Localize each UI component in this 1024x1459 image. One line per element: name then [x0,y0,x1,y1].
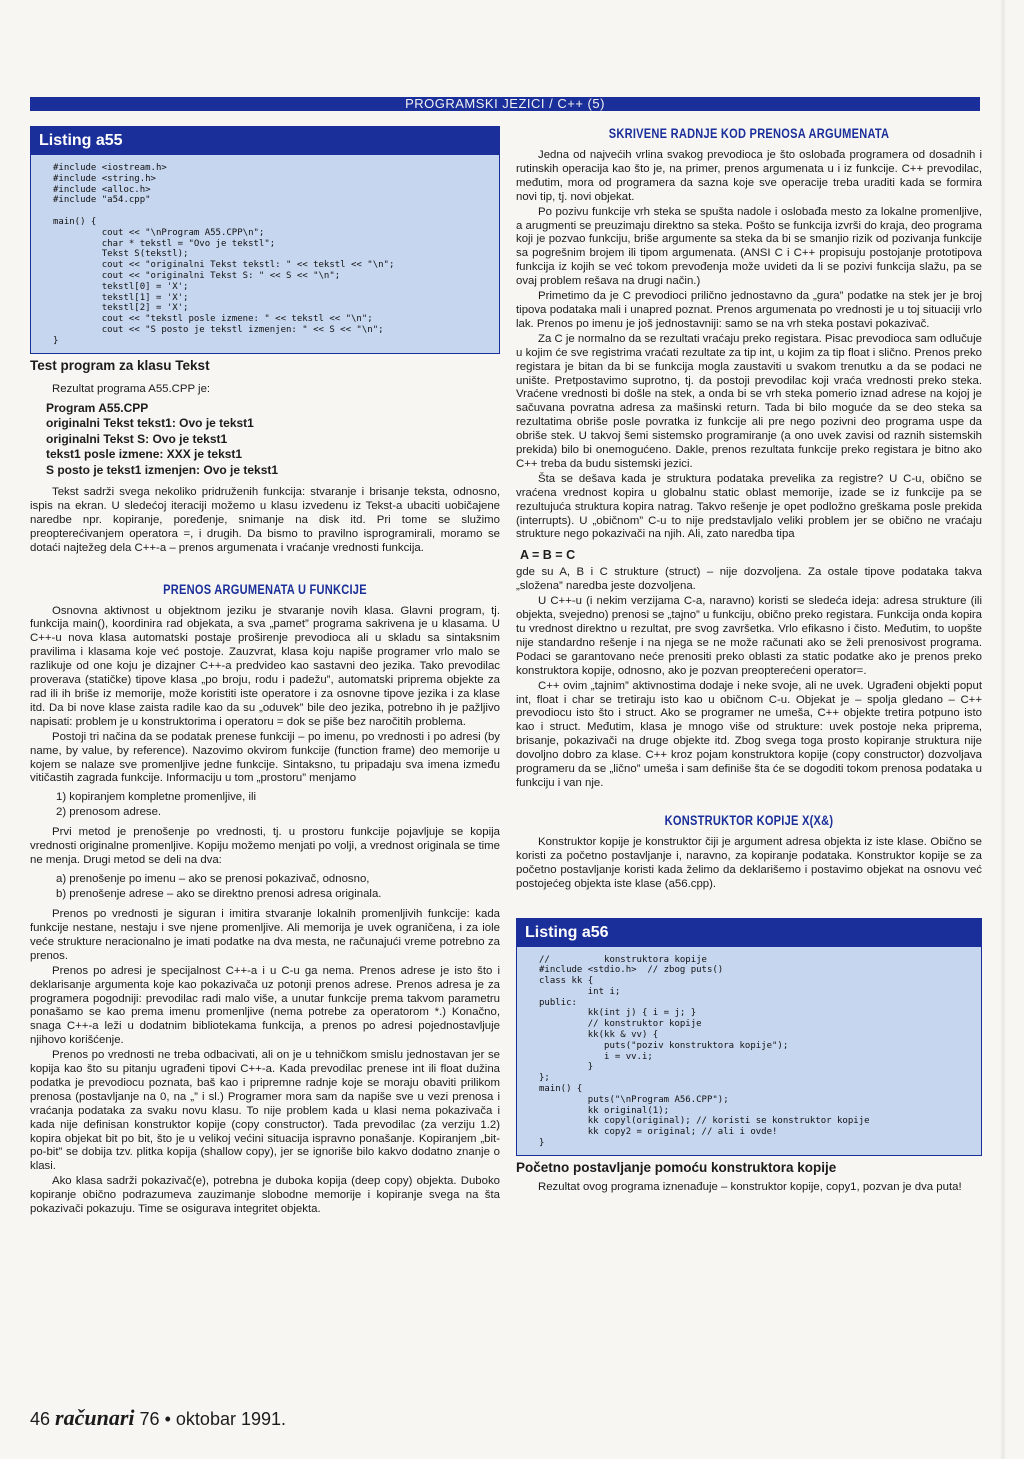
page-footer [30,1405,286,1431]
right-column [516,126,982,1196]
issue-number: 76 [139,1409,160,1429]
section-heading: KONSTRUKTOR KOPIJE X(X&) [664,812,834,828]
list-item: b) prenošenje adrese – ako se direktno prenosi adresa originala. [56,888,382,901]
listing-title: Listing a56 [517,919,981,947]
body-paragraph: Prenos po adresi je specijalnost C++-a i u C-u ga nema. Prenos adrese je isto što i deklarisanje argumenta koje kao pokazivača uz potonji prenos adrese. Prenos adresa je za programera pogodniji: prevodilac radi malo više, a unutar funkcije prema takvom parametru ponašamo se kao prema imenu promenljive (nema potrebe za operatorom *.) Konačno, snaga C++-a leži u dodatnim bibliotekama funkcija, a prenos po adresi pojednostavljuje njihovo korišćenje. [30,964,500,1047]
body-paragraph: Postoji tri načina da se podatak prenese funkciji – po imenu, po vrednosti i po adresi (by name, by value, by reference). Nazovimo okvirom funkcije (function frame) deo memorije u kojem se nalaze sve promenljive jedne funkcije. Sintaksno, tu pripadaju sva imena između vitičastih zagrada funkcije. Informaciju u tom „prostoru” menjamo [30,730,500,785]
listing-title: Listing a55 [31,127,499,155]
issue-date: oktobar 1991. [175,1409,287,1429]
result-line: originalni Tekst tekst1: Ovo je tekst1 [46,416,254,431]
result-line: S posto je tekst1 izmenjen: Ovo je tekst1 [46,462,279,477]
method-list [56,790,500,820]
section-heading: SKRIVENE RADNJE KOD PRENOSA ARGUMENATA [608,126,890,141]
body-paragraph: Prvi metod je prenošenje po vrednosti, tj. u prostoru funkcije pojavljuje se kopija vrednosti originalne promenljive. Kopiju možemo menjati po volji, a vrednost originala se time ne menja. Drugi metod se deli na dva: [30,826,500,867]
result-line: Program A55.CPP [46,400,149,415]
body-paragraph: Prenos po vrednosti ne treba odbacivati, ali on je u tehničkom smislu jednostavan jer se kopija kao što su pitanju ugrađeni tipovi C++-a. Kada prevodilac prenese int ili float dužina podatka je prevodiocu poznata, baš kao i pripremne radnje koje se moraju obaviti prilikom prenosa (postavljanje na 0, na „” i sl.) Programer mora sam da napiše sve u vezi prenosa i vraćanja podataka za svaku novu klasu. To nije problem kada u klasi nema pokazivača i kada nije definisan konstruktor kopije (copy constructor). Tada prevodilac (za verziju 1.2) kopira objekat bit po bit, što je u velikoj većini situacija ispravno ponašanje. Kopiranjem „bit-po-bit” se dobija tzv. plitka kopija (shallow copy), jer se ignoriše bilo kakvo dodatno znanje o klasi. [30,1049,500,1173]
list-item: 2) prenosom adrese. [56,806,162,819]
list-item: a) prenošenje po imenu – ako se prenosi pokazivač, odnosno, [56,873,370,886]
formula: A = B = C [520,548,576,563]
page-edge-shadow [1000,0,1006,1459]
body-paragraph: U C++-u (i nekim verzijama C-a, naravno) koristi se sledeća ideja: adresa strukture (ili objekta, svejedno) prenosi se „tajno” u funkciju, obično preko registara. Funkcija onda kopira tu vrednost direktno u rezultat, pre svog završetka. Vrlo efikasno i čisto. Međutim, to uopšte nije standardno rešenje i na njega se ne može računati ako se želi prenosivost programa. Podaci se garantovano neće prenositi preko oblasti za static podatke ako je prenos preko konstruktora kopije, odnosno, ako je pozvan preopterećeni operator=. [516,595,982,677]
list-item: 1) kopiranjem kompletne promenljive, ili [56,791,257,804]
result-line: originalni Tekst S: Ovo je tekst1 [46,431,228,446]
body-paragraph: Prenos po vrednosti je siguran i imitira stvaranje lokalnih promenljivih funkcije: kada funkcije nestane, nestaju i sve njene promenljive. Ali memorija je uvek ograničena, i za iole veće strukture neracionalno je imati podatke na dva mesta, ne računajući vreme potrebno za prenos. [30,908,500,962]
method-list [56,872,500,902]
body-paragraph: Po pozivu funkcije vrh steka se spušta nadole i oslobađa mesto za lokalne promenljive, a arugmenti se preuzimaju direktno sa steka. Pošto se funkcija izvrši do kraja, deo programa koji je pozvao funkciju, briše argumente sa steka da bi se smanjio rizik od pozivanja funkcije sa pogrešnim brojem ili tipom argumenata. (ANSI C i C++ propisuju postojanje prototipova funkcija iz kojih se već tokom prevođenja može uvideti da li se pozivi funkcija slažu, pa se ovaj problem rešava na drugi način.) [516,205,982,288]
body-paragraph: Konstruktor kopije je konstruktor čiji je argument adresa objekta iz iste klase. Obično se koristi za početno postavljanje i, naravno, za kopiranje podataka. Konstruktor kopije se za početno postavljanje koristi kada želimo da deklarišemo i postavimo objekat na osnovu već postojećeg objekta iste klase (a56.cpp). [516,835,982,890]
body-paragraph: Rezultat ovog programa iznenađuje – konstruktor kopije, copy1, pozvan je dva puta! [538,1180,962,1193]
body-paragraph: Jedna od najvećih vrlina svakog prevodioca je što oslobađa programera od dosadnih i rutinskih operacija kao što je, na primer, prenos argumenata u i iz funkcije. C++ prevodilac, međutim, mora od programera da sazna koje sve operacije treba uraditi kada se formira novi tip, tj. novi objekat. [516,149,982,203]
footer-bullet: • [164,1409,171,1429]
body-paragraph: Ako klasa sadrži pokazivač(e), potrebna je duboka kopija (deep copy) objekta. Duboko kopiranje obično podrazumeva zauzimanje slobodne memorije i kopiranje svega na šta pokazivači pokazuju. Time se osigurava integritet objekta. [30,1175,500,1216]
body-paragraph: Primetimo da je C prevodioci prilično jednostavno da „gura” podatke na stek jer je broj tipova podataka mali i unapred poznat. Prenos argumenata po vrednosti je u toj situaciji vrlo lak. Prenos po imenu je još jednostavniji: samo se na vrh steka postavi pokazivač. [516,290,982,330]
body-paragraph: Tekst sadrži svega nekoliko pridruženih funkcija: stvaranje i brisanje teksta, odnosno, ispis na ekran. U sledećoj iteraciji možemo u klasu izvedenu iz Tekst-a ubaciti uobičajene naredbe npr. kopiranje, poređenje, snimanje na disk itd. Pri tome se služimo preopterećivanjem operatora =, i drugih. Da bismo to pravilno isprogramirali, moramo se dotaći najtežeg dela C++-a – prenos argumenata i vraćanje vrednosti funkcija. [30,486,500,554]
result-output [46,401,500,479]
result-intro: Rezultat programa A55.CPP je: [52,382,211,395]
section-header-title: PROGRAMSKI JEZICI / C++ (5) [405,96,605,111]
body-paragraph: Za C je normalno da se rezultati vraćaju preko registara. Pisac prevodioca sam odlučuje u kojim će sve registrima vraćati rezultate za tip int, u kojim za tip float i slično. Prenos preko registara je bitan da bi se funkcija mogla zaustaviti u svakom trenutku a da se podaci ne unište. Pretpostavimo suprotno, tj. da postoji prevodilac koji vraća vrednosti preko steka. Vraćene vrednosti bi došle na stek, a onda bi se vrh steka pomerio iznad adrese na kojoj je sačuvana povratna adresa za mašinski return. Tada bi bilo moguće da se deo steka sa rezultatima obriše posle povratka iz funkcije ali pre nego pozivni deo programa uspe da obriše stek. U takvoj šemi sistemsko programiranje (a ono uvek zavisi od raznih sistemskih prekida) bilo bi onemogućeno. Dakle, prenos rezultata funkcije preko registara je bitno ako C++ treba da budu sistemski jezici. [516,332,982,470]
section-header-bar [30,97,980,111]
body-paragraph: C++ ovim „tajnim” aktivnostima dodaje i neke svoje, ali ne uvek. Ugrađeni objekti poput int, float i char se tretiraju isto kao u običnom C-u. Objekat je – spolja gledano – C++ prevodiocu isto što i struct. Ako se programer ne umeša, C++ objekte tretira potpuno isto kao i struct. Međutim, klasa je mnogo više od strukture: uvek postoje neka priprema, brisanje, pokazivači na druge objekte itd. Zbog svega toga prosto kopiranje struktura nije dovoljno dobro za klase. C++ kroz pojam konstruktora kopije (copy constructor) dozvoljava programeru da se „lično” umeša i sam definiše šta će se dogoditi tokom prenosa podataka u funkciju i van nje. [516,679,982,789]
listing-caption: Početno postavljanje pomoću konstruktora kopije [516,1159,837,1175]
result-line: tekst1 posle izmene: XXX je tekst1 [46,447,243,462]
listing-box-a56 [516,918,982,1156]
magazine-logo: računari [55,1405,135,1430]
listing-box-a55 [30,126,500,354]
body-paragraph: Osnovna aktivnost u objektnom jeziku je stvaranje novih klasa. Glavni program, tj. funkcija main(), koordinira rad objekata, a sva „pamet” programa sakrivena je u klasama. U C++-u nova klasa automatski postaje proširenje prevodioca ali u skladu sa sintaksnim pravilima i klasama koje već postoje. Zauzvrat, klasa koju napiše programer vrlo malo se razlikuje od one koju je dizajner C++-a predvideo kao sastavni deo jezika. Tako prevodilac proverava (statičke) tipove klasa „po broju, rodu i padežu”, automatski pripremа objekte za rad ili ih briše iz memorije, može koristiti iste operatore i za osnovne tipove jezika i za klase itd. Da bi nove klase zaista radile kao da su „oduvek” bile deo jezika, potrebno ih je pažljivo napisati: problem je u konstruktorima i operatoru = dok se piše bez naročitih problema. [30,604,500,728]
left-column [30,126,500,1218]
body-paragraph: Šta se dešava kada je struktura podataka prevelika za registre? U C-u, obično se vraćena vrednost kopira u globalnu static oblast memorije, izade se iz funkcije pa se rezultujuća struktura kopira natrag. Takvo rešenje je opet podložno greškama posle prekida (interrupts). U „običnom” C-u to nije predstavljalo veliki problem jer se obično ne vraćaju strukture nego pokazivači na njih. Ali, zato naredba tipa [516,472,982,541]
listing-caption: Test program za klasu Tekst [30,357,210,373]
page-number: 46 [30,1409,51,1429]
body-paragraph: gde su A, B i C strukture (struct) – nije dozvoljena. Za ostale tipove podataka takva „složena” naredba jeste dozvoljena. [516,566,982,593]
listing-code: #include <iostream.h> #include <string.h> #include <alloc.h> #include "a54.cpp" main() { cout << "\nProgram A55.CPP\n"; char * tekstl = "Ovo je tekstl"; Tekst S(tekstl); cout << "originalni Tekst tekstl: " << tekstl << "\n"; cout << "originalni Tekst S: " << S << "\n"; tekstl[0] = 'X'; tekstl[1] = 'X'; tekstl[2] = 'X'; cout << "tekstl posle izmene: " << tekstl << "\n"; cout << "S posto je tekstl izmenjen: " << S << "\n"; } [53,163,395,346]
listing-code: // konstruktora kopije #include <stdio.h> // zbog puts() class kk { int i; public: kk(int j) { i = j; } // konstruktor kopije kk(kk & vv) { puts("poziv konstruktora kopije"); i = vv.i; } }; main() { puts("\nProgram A56.CPP"); kk original(1); kk copyl(original); // koristi se konstruktor kopije kk copy2 = original; // ali i ovde! } [539,954,870,1149]
section-heading: PRENOS ARGUMENATA U FUNKCIJE [163,581,367,597]
